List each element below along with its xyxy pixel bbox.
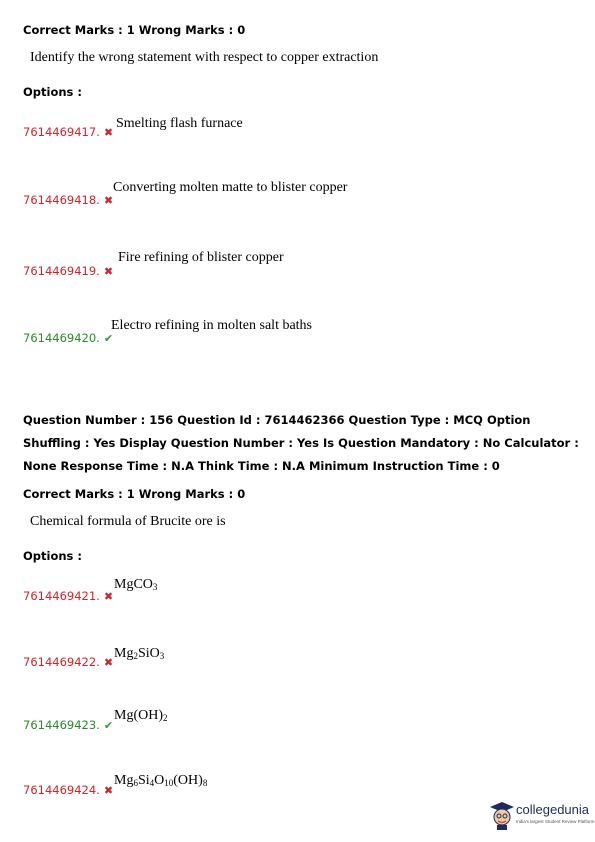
q1-marks: Correct Marks : 1 Wrong Marks : 0: [23, 23, 246, 37]
q1-option-text: Fire refining of blister copper: [118, 250, 284, 265]
formula-part: O: [154, 773, 165, 788]
option-id-text: 7614469421.: [23, 589, 100, 603]
q2-option-formula: [114, 577, 157, 593]
q2-option-id: [23, 655, 113, 669]
option-id-text: 7614469424.: [23, 783, 100, 797]
option-id-text: 7614469420.: [23, 331, 100, 345]
formula-part: Mg(OH): [114, 708, 163, 723]
formula-subscript: 6: [133, 778, 138, 788]
cross-icon: ✖: [103, 656, 114, 669]
formula-part: Si: [137, 773, 150, 788]
q1-option-id: [23, 264, 113, 278]
formula-part: Mg: [114, 577, 134, 592]
cross-icon: ✖: [103, 194, 114, 207]
q1-option-text: Smelting flash furnace: [116, 116, 243, 131]
q1-option-id: [23, 331, 113, 345]
q2-option-id: [23, 589, 113, 603]
q2-marks: Correct Marks : 1 Wrong Marks : 0: [23, 487, 246, 501]
q2-options-label: Options :: [23, 549, 82, 563]
q1-option-text: Converting molten matte to blister copper: [113, 180, 348, 195]
formula-subscript: 8: [202, 778, 208, 788]
q2-meta: Question Number : 156 Question Id : 7614462366 Question Type : MCQ Option Shuffling : Yes Display Question Number : Yes Is Question Mandatory : No Calculator : None Response Time : N.A Think Time : N.A Minimum Instruction Time : 0: [23, 413, 579, 473]
cross-icon: ✖: [103, 265, 114, 278]
graduate-mascot-icon: [489, 800, 515, 830]
formula-part: CO: [133, 577, 153, 592]
formula-subscript: 3: [159, 651, 165, 661]
check-icon: ✔: [103, 719, 114, 732]
cross-icon: ✖: [103, 590, 114, 603]
q2-option-formula: [114, 708, 168, 724]
logo-name: collegedunia: [516, 802, 590, 817]
q2-option-id: [23, 783, 113, 797]
formula-subscript: 3: [152, 582, 158, 592]
q1-option-id: [23, 125, 113, 139]
q1-options-label: Options :: [23, 85, 82, 99]
formula-part: Mg: [114, 646, 134, 661]
option-id-text: 7614469417.: [23, 125, 100, 139]
formula-subscript: 4: [149, 778, 155, 788]
formula-subscript: 2: [133, 651, 138, 661]
formula-part: SiO: [137, 646, 160, 661]
q1-option-text: Electro refining in molten salt baths: [111, 318, 313, 333]
q1-option-id: [23, 193, 113, 207]
formula-part: Mg: [114, 773, 134, 788]
formula-subscript: 10: [164, 778, 174, 788]
option-id-text: 7614469419.: [23, 264, 100, 278]
option-id-text: 7614469418.: [23, 193, 100, 207]
formula-subscript: 2: [163, 713, 168, 723]
option-id-text: 7614469423.: [23, 718, 100, 732]
logo-tagline: India's largest Student Review Platform: [516, 819, 595, 824]
q1-question-text: Identify the wrong statement with respect to copper extraction: [30, 50, 379, 65]
cross-icon: ✖: [103, 126, 114, 139]
collegedunia-logo: [489, 800, 595, 832]
q2-option-formula: [114, 646, 164, 662]
cross-icon: ✖: [103, 784, 114, 797]
q2-option-formula: [114, 773, 207, 789]
q2-option-id: [23, 718, 113, 732]
q2-question-text: Chemical formula of Brucite ore is: [30, 514, 226, 529]
option-id-text: 7614469422.: [23, 655, 100, 669]
formula-part: (OH): [173, 773, 203, 788]
check-icon: ✔: [103, 332, 114, 345]
